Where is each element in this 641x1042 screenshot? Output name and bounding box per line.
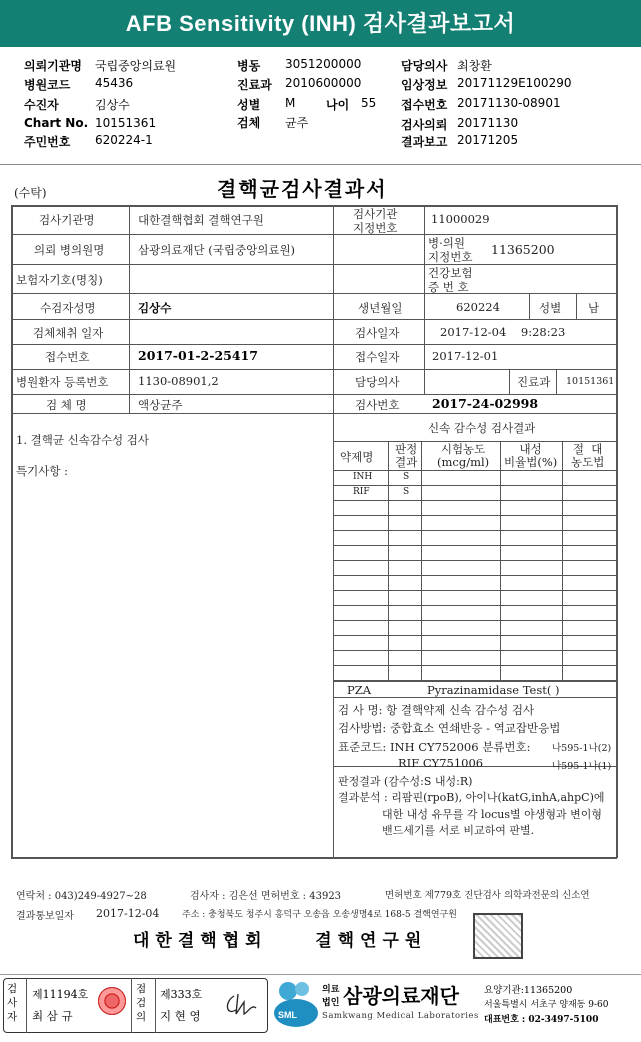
examiner: 검사자 : 김은선 면허번호 : 43923 (190, 891, 342, 902)
r4-value2: 620224 (456, 300, 500, 314)
seal-stamp (473, 913, 523, 959)
institution-code: 요양기관:11365200 (484, 985, 573, 996)
checker-number: 제333호 (160, 988, 203, 1001)
r4-value3: 남 (588, 301, 600, 315)
corp-label-2: 법인 (322, 998, 340, 1008)
doctor-label: 담당의사 (401, 59, 448, 73)
grid-row-line (334, 560, 617, 561)
r5-label: 검체채취 일자 (33, 326, 104, 340)
grid-row-line (334, 500, 617, 501)
notify-label: 결과통보일자 (16, 911, 74, 922)
corp-label-1: 의료 (322, 985, 340, 995)
r7-label3: 진료과 (517, 375, 551, 389)
row-judge-inh: S (403, 472, 410, 482)
dept-label: 진료과 (237, 78, 272, 92)
r6-label: 접수번호 (45, 350, 90, 364)
r4-label: 수검자성명 (40, 301, 96, 315)
remarks-label: 특기사항 : (16, 464, 68, 478)
r7-label2: 담당의사 (355, 375, 400, 389)
r8-value: 액상균주 (138, 398, 183, 412)
rrn-value: 620224-1 (95, 133, 153, 147)
grid-row-line (334, 635, 617, 636)
chart-label: Chart No. (24, 116, 89, 130)
r8-label: 검 체 명 (46, 398, 87, 412)
r7-label: 병원환자 등록번호 (16, 375, 109, 389)
class-code-2: 나595-1나(1) (552, 761, 612, 772)
r6-value2: 2017-12-01 (432, 349, 499, 363)
rapid-test-title: 신속 감수성 검사결과 (428, 421, 536, 435)
report-value: 20171205 (457, 133, 519, 147)
pza-label: PZA (347, 683, 372, 697)
r5-value2: 2017-12-04 9:28:23 (440, 325, 566, 339)
grid-row-line (334, 515, 617, 516)
chart-value: 10151361 (95, 116, 157, 130)
inspector-label: 검사자 (7, 983, 18, 1023)
r4-value: 김상수 (138, 301, 172, 315)
ward-value: 3051200000 (285, 57, 362, 71)
doctor-value: 최창환 (457, 59, 492, 73)
inspector-seal (97, 986, 127, 1016)
standard-code: 표준코드: INH CY752006 분류번호: (338, 740, 531, 754)
r1-label2: 검사기관 지정번호 (353, 207, 398, 235)
grid-row-line (334, 545, 617, 546)
institution-value: 국립중앙의료원 (95, 59, 177, 73)
col-judge: 판정 결과 (395, 442, 418, 469)
row-drug-inh: INH (353, 472, 373, 482)
checker-label: 점검의 (136, 983, 147, 1023)
divider (0, 164, 641, 165)
r2-value2: 11365200 (491, 242, 555, 257)
dept-value: 2010600000 (285, 76, 362, 90)
grid-row-line (334, 665, 617, 666)
test-method: 검사방법: 중합효소 연쇄반응 - 역교잡반응법 (338, 721, 561, 735)
class-code-1: 나595-1나(2) (552, 743, 612, 754)
request-label: 검사의뢰 (401, 118, 448, 132)
footer-address: 서울특별시 서초구 양재동 9-60 (484, 1000, 609, 1010)
grid-row-line (334, 620, 617, 621)
form-title: 결핵균검사결과서 (217, 177, 388, 201)
age-value: 55 (361, 96, 377, 110)
analysis-line-2: 대한 내성 유무를 각 locus별 야생형과 변이형 (382, 808, 603, 821)
r6-value: 2017-01-2-25417 (138, 348, 258, 363)
footer-phone: 대표번호 : 02-3497-5100 (484, 1015, 599, 1025)
r4-label2: 생년월일 (358, 301, 403, 315)
checker-name: 지 현 영 (160, 1009, 201, 1023)
hospital-code-label: 병원코드 (24, 78, 71, 92)
r2-value: 삼광의료재단 (국립중앙의료원) (138, 243, 296, 257)
inspector-name: 최 삼 규 (32, 1009, 73, 1023)
patient-label: 수진자 (24, 98, 59, 112)
ward-label: 병동 (237, 59, 261, 73)
foundation-name: 삼광의료재단 (343, 984, 459, 1008)
r1-label: 검사기관명 (39, 213, 95, 227)
report-label: 결과보고 (401, 135, 448, 149)
receipt-value: 20171130-08901 (457, 96, 561, 110)
grid-row-line (334, 575, 617, 576)
analysis-line-1: 결과분석 : 리팜핀(rpoB), 아이나(katG,inhA,ahpC)에 (338, 791, 605, 804)
col-drug: 약제명 (340, 450, 374, 464)
clinical-label: 임상정보 (401, 78, 448, 92)
contact: 연락처 : 043)249-4927~28 (16, 891, 147, 902)
grid-row-line (334, 485, 617, 486)
grid-row-line (334, 605, 617, 606)
r1-value2: 11000029 (431, 212, 490, 226)
sex-value: M (285, 96, 296, 110)
r3-label2: 건강보험 증 번 호 (428, 266, 473, 294)
row-drug-rif: RIF (353, 487, 370, 497)
col-absolute: 절 대 농도법 (571, 442, 605, 469)
checker-signature (222, 990, 262, 1020)
consignment-note: (수탁) (14, 186, 47, 200)
r8-value2: 2017-24-02998 (432, 396, 539, 411)
r8-label2: 검사번호 (355, 398, 400, 412)
sml-logo-text: SML (278, 1010, 297, 1020)
specimen-label: 검체 (237, 116, 261, 130)
inspector-number: 제11194호 (32, 988, 89, 1001)
clinical-value: 20171129E100290 (457, 76, 572, 90)
judgement-note: 판정결과 (감수성:S 내성:R) (338, 775, 473, 788)
r7-value: 1130-08901,2 (138, 374, 219, 388)
grid-row-line (334, 680, 617, 681)
age-label: 나이 (326, 98, 350, 112)
col-conc: 시험농도 (mcg/ml) (437, 442, 490, 469)
notify-date: 2017-12-04 (96, 907, 160, 920)
receipt-label: 접수번호 (401, 98, 448, 112)
row-judge-rif: S (403, 487, 410, 497)
institution-label: 의뢰기관명 (24, 59, 82, 73)
sml-logo-icon (272, 979, 320, 1029)
standard-code-2: RIF CY751006 (398, 756, 484, 770)
patient-value: 김상수 (95, 98, 130, 112)
r2-label: 의뢰 병의원명 (34, 243, 105, 257)
col-resistance: 내성 비율법(%) (504, 442, 558, 469)
organization-name: 대한결핵협회 결핵연구원 (133, 931, 428, 951)
r3-label: 보험자기호(명칭) (16, 273, 103, 287)
analysis-line-3: 밴드세기를 서로 비교하여 판별. (382, 824, 535, 837)
report-title: AFB Sensitivity (INH) 검사결과보고서 (0, 0, 641, 47)
request-value: 20171130 (457, 116, 519, 130)
grid-row-line (334, 530, 617, 531)
address: 주소 : 충청북도 청주시 흥덕구 오송읍 오송생명4로 168-5 결핵연구원 (182, 910, 457, 920)
r4-label3: 성별 (539, 301, 562, 315)
r5-label2: 검사일자 (355, 326, 400, 340)
r6-label2: 접수일자 (355, 350, 400, 364)
test-name: 검 사 명: 항 결핵약제 신속 감수성 검사 (338, 703, 535, 717)
section-1-title: 1. 결핵균 신속감수성 검사 (16, 433, 150, 447)
pza-value: Pyrazinamidase Test( ) (427, 683, 560, 697)
grid-row-line (334, 650, 617, 651)
license: 면허번호 제779호 진단검사 의학과전문의 신소연 (385, 890, 590, 901)
grid-row-line (334, 590, 617, 591)
r1-value: 대한결핵협회 결핵연구원 (138, 213, 264, 227)
r7-value3: 10151361 (566, 376, 615, 387)
specimen-value: 균주 (285, 116, 309, 130)
foundation-english: Samkwang Medical Laboratories (322, 1011, 479, 1021)
sex-label: 성별 (237, 98, 261, 112)
r2-label2: 병·의원 지정번호 (428, 236, 473, 264)
rrn-label: 주민번호 (24, 135, 71, 149)
hospital-code-value: 45436 (95, 76, 134, 90)
